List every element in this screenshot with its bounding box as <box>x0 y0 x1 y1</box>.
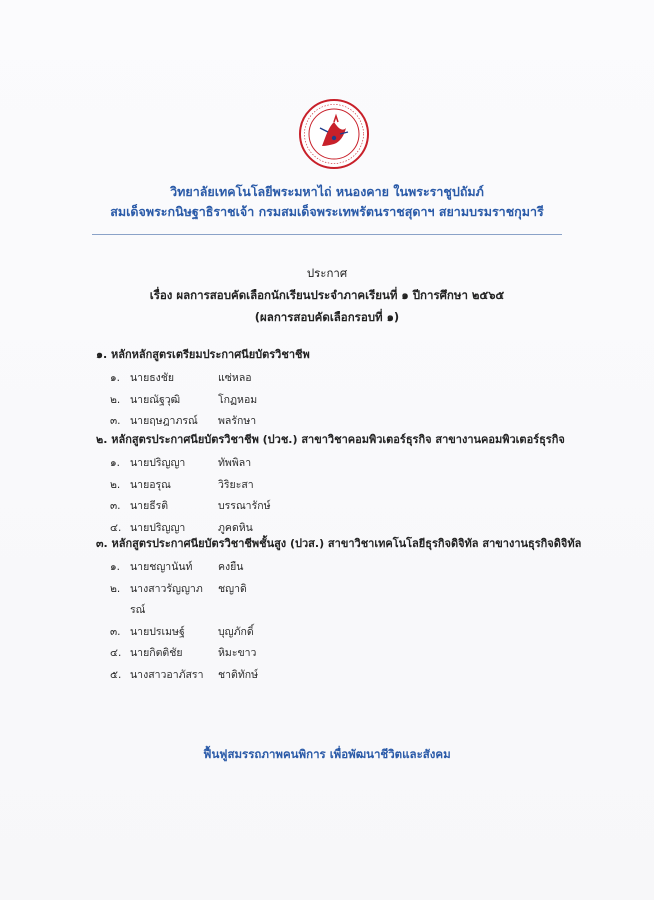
student-last-name: หิมะขาว <box>218 647 257 659</box>
student-number: ๒. <box>110 393 121 406</box>
student-first-name: นางสาวรัญญาภรณ์ <box>130 582 203 616</box>
student-first-name: นายปริญญา <box>130 521 186 534</box>
student-last-name: บุญภักดิ์ <box>218 625 254 638</box>
announcement-subject: เรื่อง ผลการสอบคัดเลือกนักเรียนประจำภาคเรียนที่ ๑ ปีการศึกษา ๒๕๖๕ <box>149 288 505 302</box>
student-number: ๔. <box>110 647 122 659</box>
student-last-name: พลรักษา <box>218 415 257 427</box>
student-last-name: โกฏหอม <box>218 393 258 406</box>
list-item <box>96 368 596 390</box>
student-first-name: นางสาวอาภัสรา <box>130 668 204 681</box>
section-title: ๑. หลักหลักสูตรเตรียมประกาศนียบัตรวิชาชีพ <box>96 348 310 361</box>
student-first-name: นายปริญญา <box>130 457 186 469</box>
student-number: ๓. <box>110 500 121 512</box>
list-item <box>96 622 596 644</box>
student-first-name: นายธงชัย <box>130 372 175 384</box>
student-last-name: แซ่หลอ <box>218 372 252 384</box>
student-number: ๑. <box>110 372 121 384</box>
institution-name <box>0 182 654 222</box>
section-1 <box>96 346 596 433</box>
announcement-heading <box>0 262 654 328</box>
list-item <box>96 475 596 497</box>
announcement-round: (ผลการสอบคัดเลือกรอบที่ ๑) <box>254 310 400 324</box>
institution-line-1: วิทยาลัยเทคโนโลยีพระมหาไถ่ หนองคาย ในพระราชูปถัมภ์ <box>170 184 484 199</box>
student-last-name: คงยืน <box>218 561 244 573</box>
list-item <box>96 557 596 579</box>
student-first-name: นายกิตติชัย <box>130 647 183 659</box>
college-seal-icon <box>298 98 370 170</box>
list-item <box>96 579 596 622</box>
student-last-name: ชญาดิ <box>218 582 247 595</box>
student-first-name: นายธีรติ <box>130 500 169 512</box>
student-last-name: วิริยะสา <box>218 478 254 491</box>
institution-line-2: สมเด็จพระกนิษฐาธิราชเจ้า กรมสมเด็จพระเทพรัตนราชสุดาฯ สยามบรมราชกุมารี <box>110 204 544 219</box>
student-first-name: นายฤษฎาภรณ์ <box>130 415 198 427</box>
section-title: ๒. หลักสูตรประกาศนียบัตรวิชาชีพ (ปวช.) สาขาวิชาคอมพิวเตอร์ธุรกิจ สาขางานคอมพิวเตอร์ธุรกิจ <box>96 433 565 446</box>
student-first-name: นายอรุณ <box>130 478 171 491</box>
college-motto: ฟื้นฟูสมรรถภาพคนพิการ เพื่อพัฒนาชีวิตและสังคม <box>203 747 451 761</box>
student-number: ๕. <box>110 668 122 681</box>
section-3 <box>96 535 596 686</box>
student-number: ๓. <box>110 415 121 427</box>
student-first-name: นายชญานันท์ <box>130 561 193 573</box>
student-last-name: ทัพพิลา <box>218 457 252 469</box>
list-item <box>96 643 596 665</box>
student-number: ๑. <box>110 457 121 469</box>
student-number: ๓. <box>110 625 121 638</box>
student-number: ๔. <box>110 521 122 534</box>
student-first-name: นายปรเมษฐ์ <box>130 625 185 638</box>
header-divider <box>92 234 562 235</box>
list-item <box>96 411 596 433</box>
student-number: ๒. <box>110 478 121 491</box>
student-last-name: บรรณารักษ์ <box>218 500 271 512</box>
list-item <box>96 665 596 687</box>
student-number: ๒. <box>110 582 121 595</box>
section-2 <box>96 431 596 539</box>
list-item <box>96 496 596 518</box>
student-last-name: ภูคดหิน <box>218 521 253 534</box>
student-first-name: นายณัฐวุฒิ <box>130 393 181 406</box>
student-number: ๑. <box>110 561 121 573</box>
announcement-label: ประกาศ <box>306 266 348 280</box>
student-last-name: ชาติทักษ์ <box>218 668 259 681</box>
list-item <box>96 390 596 412</box>
list-item <box>96 453 596 475</box>
section-title: ๓. หลักสูตรประกาศนียบัตรวิชาชีพชั้นสูง (ปวส.) สาขาวิชาเทคโนโลยีธุรกิจดิจิทัล สาขางานธุรกิจดิจิทัล <box>96 537 582 550</box>
